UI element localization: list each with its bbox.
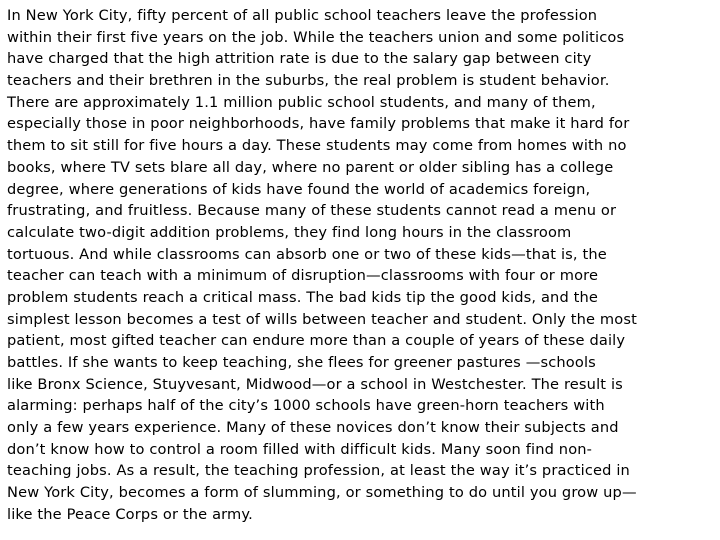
text-line: calculate two-digit addition problems, they find long hours in the classroom xyxy=(7,223,572,241)
text-line: don’t know how to control a room filled with difficult kids. Many soon find non- xyxy=(7,440,593,458)
passage-text xyxy=(7,5,713,526)
text-line: like the Peace Corps or the army. xyxy=(7,505,253,523)
text-line: like Bronx Science, Stuyvesant, Midwood—or a school in Westchester. The result is xyxy=(7,375,623,393)
text-line: only a few years experience. Many of these novices don’t know their subjects and xyxy=(7,419,619,437)
text-line: alarming: perhaps half of the city’s 1000 schools have green-horn teachers with xyxy=(7,397,605,415)
text-line: New York City, becomes a form of slumming, or something to do until you grow up— xyxy=(7,484,637,502)
text-line: within their first five years on the job. While the teachers union and some politicos xyxy=(7,28,625,46)
text-line: frustrating, and fruitless. Because many of these students cannot read a menu or xyxy=(7,202,617,220)
text-line: In New York City, fifty percent of all public school teachers leave the profession xyxy=(7,7,598,24)
text-line: problem students reach a critical mass. The bad kids tip the good kids, and the xyxy=(7,288,599,306)
text-line: simplest lesson becomes a test of wills between teacher and student. Only the most xyxy=(7,310,637,328)
text-line: tortuous. And while classrooms can absorb one or two of these kids—that is, the xyxy=(7,245,607,263)
text-line: teaching jobs. As a result, the teaching profession, at least the way it’s practiced in xyxy=(7,462,630,480)
text-line: There are approximately 1.1 million public school students, and many of them, xyxy=(7,93,596,111)
text-line: teachers and their brethren in the suburbs, the real problem is student behavior. xyxy=(7,72,610,90)
text-line: degree, where generations of kids have found the world of academics foreign, xyxy=(7,180,591,198)
text-line: have charged that the high attrition rate is due to the salary gap between city xyxy=(7,50,592,68)
text-line: books, where TV sets blare all day, where no parent or older sibling has a college xyxy=(7,158,614,176)
text-line: especially those in poor neighborhoods, have family problems that make it hard for xyxy=(7,115,630,133)
text-line: them to sit still for five hours a day. These students may come from homes with no xyxy=(7,137,627,155)
text-line: battles. If she wants to keep teaching, she flees for greener pastures —schools xyxy=(7,354,596,371)
text-line: patient, most gifted teacher can endure more than a couple of years of these daily xyxy=(7,332,626,350)
text-line: teacher can teach with a minimum of disruption—classrooms with four or more xyxy=(7,267,599,285)
